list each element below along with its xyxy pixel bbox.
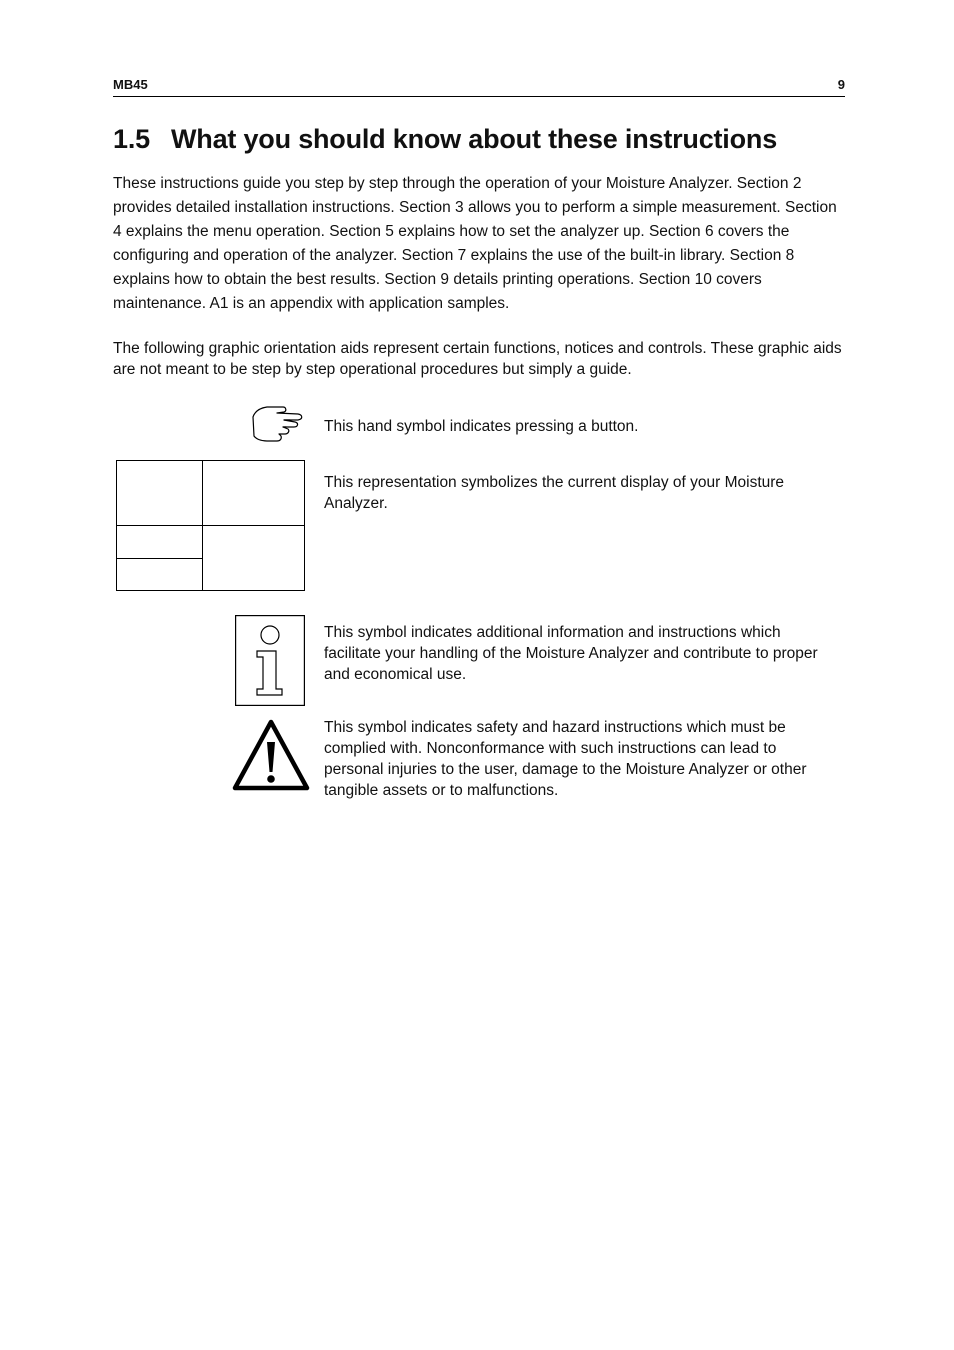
display-grid-icon bbox=[116, 460, 306, 592]
warning-triangle-icon bbox=[231, 718, 311, 792]
legend-warning-text: This symbol indicates safety and hazard instructions which must be complied with. Nonconformance with such instructions can lead to personal injuries to the user, damage to the Moisture Analyzer or other tangible assets or to malfunctions. bbox=[324, 719, 807, 799]
page-number: 9 bbox=[837, 77, 845, 92]
section-number: 1.5 bbox=[113, 124, 150, 154]
intro-paragraph-1: These instructions guide you step by step through the operation of your Moisture Analyzer. Section 2 provides detailed installation instructions. Section 3 allows you to perform a simple measurement. Section 4 explains the menu operation. Section 5 explains how to set the analyzer up. Section 6 covers the configuring and operation of the analyzer. Section 7 explains the use of the built-in library. Section 8 explains how to obtain the best results. Section 9 details printing operations. Section 10 covers maintenance. A1 is an appendix with application samples. bbox=[113, 175, 837, 312]
section-title bbox=[113, 124, 777, 155]
document-id: MB45 bbox=[113, 77, 148, 92]
info-icon bbox=[235, 615, 305, 706]
legend-hand-text: This hand symbol indicates pressing a button. bbox=[324, 418, 639, 435]
legend-display-text: This representation symbolizes the current display of your Moisture Analyzer. bbox=[324, 474, 785, 512]
section-heading: What you should know about these instructions bbox=[171, 124, 778, 154]
legend-info-text: This symbol indicates additional information and instructions which facilitate your handling of the Moisture Analyzer and contribute to proper and economical use. bbox=[324, 624, 818, 683]
intro-paragraph-2: The following graphic orientation aids represent certain functions, notices and controls. These graphic aids are not meant to be step by step operational procedures but simply a guide. bbox=[113, 340, 842, 378]
hand-pointer-icon bbox=[250, 403, 308, 445]
page-header bbox=[113, 76, 845, 97]
